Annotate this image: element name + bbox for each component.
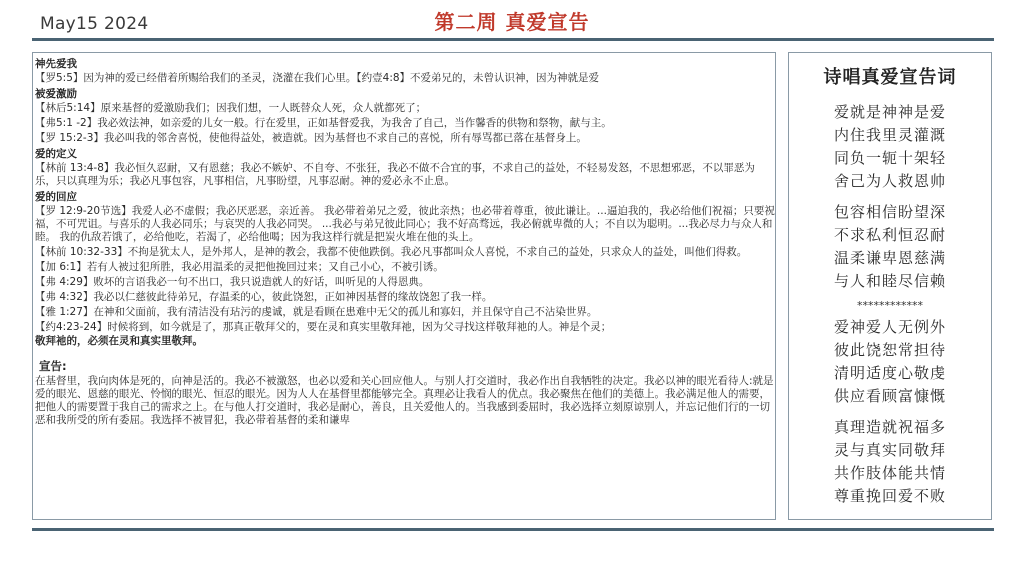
section-heading: 爱的回应 [35, 191, 77, 203]
declaration-title: 宣告: [39, 359, 67, 373]
poem-stanza [789, 416, 991, 508]
scripture-panel [32, 52, 776, 520]
poem-line: 共作肢体能共情 [833, 464, 946, 482]
poem-stanza [789, 101, 991, 193]
poem-line: 供应看顾富慷慨 [833, 387, 946, 405]
page-title: 第二周 真爱宣告 [434, 10, 590, 34]
poem-line: 同负一轭十架轻 [833, 149, 946, 167]
poem-line: 灵与真实同敬拜 [833, 441, 946, 459]
scripture-paragraph: 【林前 10:32-33】不拘是犹太人，是外邦人，是神的教会，我都不使他跌倒。我必凡事都叫众人喜悦，不求自己的益处，只求众人的益处，叫他们得救。 [35, 246, 748, 258]
date-label: May15 2024 [40, 14, 149, 34]
scripture-paragraph: 【林后5:14】原来基督的爱激励我们；因我们想，一人既替众人死，众人就都死了； [35, 102, 427, 114]
top-divider [32, 38, 994, 41]
scripture-paragraph: 【罗 12:9-20节选】我爱人必不虚假；我必厌恶恶，亲近善。 我必带着弟兄之爱，彼此亲热；也必带着尊重，彼此谦让。...逼迫我的，我必给他们祝福；只要祝福，不可咒诅。与喜乐的人我必同乐；与哀哭的人我必同哭。 ...我必与弟兄彼此同心；我不好高骛远，我必俯就卑微的人；不自以为聪明。...我必尽力与众人和睦。 我的仇敌若饿了，必给他吃，若渴了，必给他喝；因为我这样行就是把炭火堆在他的头上。 [35, 205, 775, 243]
scripture-paragraph: 【加 6:1】若有人被过犯所胜，我必用温柔的灵把他挽回过来；又自己小心，不被引诱。 [35, 261, 444, 273]
scripture-paragraph: 【弗 4:29】败坏的言语我必一句不出口，我只说造就人的好话，叫听见的人得恩典。 [35, 276, 430, 288]
scripture-paragraph: 【弗 4:32】我必以仁慈彼此待弟兄，存温柔的心，彼此饶恕，正如神因基督的缘故饶恕了我一样。 [35, 291, 493, 303]
poem-line: 温柔谦卑恩慈满 [833, 249, 946, 267]
poem-line: 爱神爱人无例外 [833, 318, 946, 336]
poem-line: 内住我里灵灌溉 [833, 126, 946, 144]
poem-line: 舍己为人救恩帅 [833, 172, 946, 190]
poem-panel [788, 52, 992, 520]
poem-title: 诗唱真爱宣告词 [823, 67, 957, 88]
poem-line: 真理造就祝福多 [833, 418, 946, 436]
poem-divider: ************ [857, 299, 923, 312]
scripture-paragraph: 【雅 1:27】在神和父面前，我有清洁没有玷污的虔诚，就是看顾在患难中无父的孤儿和寡妇，并且保守自己不沾染世界。 [35, 306, 598, 318]
bottom-divider [32, 528, 994, 531]
poem-stanza [789, 316, 991, 408]
section-heading: 爱的定义 [35, 148, 77, 160]
scripture-paragraph: 【林前 13:4-8】我必恒久忍耐，又有恩慈；我必不嫉妒、不自夸、不张狂，我必不做不合宜的事，不求自己的益处，不轻易发怒，不思想邪恶，不以罪恶为乐，只以真理为乐；我必凡事包容，凡事相信，凡事盼望，凡事忍耐。神的爱必永不止息。 [35, 162, 755, 187]
section-heading: 神先爱我 [35, 58, 77, 70]
scripture-paragraph: 【罗5:5】因为神的爱已经借着所赐给我们的圣灵，浇灌在我们心里。【约壹4:8】不爱弟兄的，未曾认识神，因为神就是爱 [35, 72, 600, 84]
scripture-paragraph: 【弗5:1 -2】我必效法神，如亲爱的儿女一般。行在爱里，正如基督爱我，为我舍了自己，当作馨香的供物和祭物，献与主。 [35, 117, 612, 129]
section-heading: 被爱激励 [35, 88, 77, 100]
poem-line: 爱就是神神是爱 [833, 103, 946, 121]
poem-line: 与人和睦尽信赖 [833, 272, 946, 290]
poem-line: 尊重挽回爱不败 [833, 487, 946, 505]
scripture-paragraph: 【罗 15:2-3】我必叫我的邻舍喜悦，使他得益处，被造就。因为基督也不求自己的喜悦，所有辱骂都已落在基督身上。 [35, 132, 587, 144]
scripture-paragraph: 【约4:23-24】时候将到，如今就是了，那真正敬拜父的，要在灵和真实里敬拜祂，因为父寻找这样敬拜祂的人。神是个灵； [35, 321, 612, 333]
poem-line: 不求私利恒忍耐 [833, 226, 946, 244]
poem-line: 清明适度心敬虔 [833, 364, 946, 382]
poem-line: 包容相信盼望深 [833, 203, 946, 221]
poem-line: 彼此饶恕常担待 [833, 341, 946, 359]
scripture-bold-line: 敬拜祂的，必须在灵和真实里敬拜。 [35, 335, 203, 347]
declaration-text: 在基督里，我向肉体是死的，向神是活的。我必不被激怒，也必以爱和关心回应他人。与别人打交道时，我必作出自我牺牲的决定。我必以神的眼光看待人:就是爱的眼光、恩慈的眼光、怜悯的眼光、恒忍的眼光。因为人人在基督里都能够完全。真理必让我看人的优点。我必聚焦在他们的美德上。我必满足他人的需要，把他人的需要置于我自己的需求之上。在与他人打交道时，我必是耐心，善良，且关爱他人的。当我感到委屈时，我必选择立刻原谅别人，并忘记他们行的一切恶和我所受的所有委屈。我选择不被冒犯，我必带着基督的柔和谦卑 [35, 375, 774, 426]
poem-stanza [789, 201, 991, 293]
